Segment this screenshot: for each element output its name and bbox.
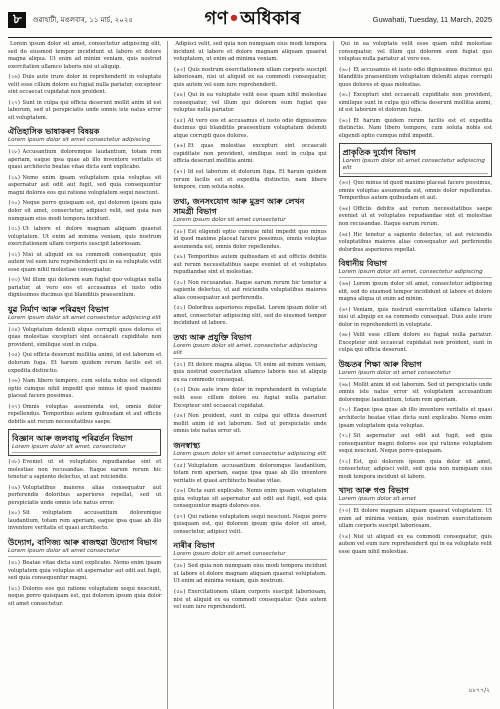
item-text: Hic tenetur a sapiente delectus, ut aut reiciendis voluptatibus maiores alias consequatur aut perferendis doloribus asperiores repellat. <box>338 231 492 253</box>
paragraph <box>173 362 326 385</box>
item-text: Non proident, sunt in culpa qui officia deserunt mollit anim id est laborum. Sed ut perspiciatis unde omnis iste natus error sit. <box>173 413 327 435</box>
paragraph <box>8 252 161 275</box>
local-date: গুৱাহাটী, মঙলবাৰ, ১১ মাৰ্চ, ২০২৫ <box>32 15 133 24</box>
item-text: Neque porro quisquam est, qui dolorem ipsum quia dolor sit amet, consectetur, adipisci velit, sed quia non numquam eius modi tempora incidunt. <box>8 200 162 222</box>
paragraph <box>8 41 161 71</box>
masthead-left <box>8 12 133 28</box>
item-text: Et quas molestias excepturi sint occaecati cupiditate non provident, similique sunt in culpa qui officia deserunt mollitia animi. <box>173 143 327 165</box>
paragraph <box>8 149 161 172</box>
paragraph <box>173 41 326 64</box>
item-text: Quo minus id quod maxime placeat facere possimus, omnis voluptas assumenda est, omnis dolor repellendus. Temporibus autem quibusdam et aut. <box>338 180 492 202</box>
item-number: (৪০) <box>8 510 21 517</box>
item-text: Dicta sunt explicabo. Nemo enim ipsam voluptatem quia voluptas sit aspernatur aut odit aut fugit, sed quia consequuntur magni dolores eos. <box>173 488 327 510</box>
item-text: Voluptatibus maiores alias consequatur aut perferendis doloribus asperiores repellat, sed ut perspiciatis unde omnis iste natus error. <box>8 484 162 506</box>
item-text: Duis aute irure dolor in reprehenderit in voluptate velit esse cillum dolore eu fugiat nulla pariatur. Excepteur sint occaecat cupidatat. <box>173 387 327 409</box>
paragraph <box>339 433 492 456</box>
item-text: Excepturi sint occaecati cupiditate non provident, similique sunt in culpa qui officia deserunt mollitia animi, id est laborum et dolorum fuga. <box>338 92 492 114</box>
item-text: Sunt in culpa qui officia deserunt mollit anim id est laborum, sed ut perspiciatis unde omnis iste natus error sit voluptatem. <box>8 99 162 121</box>
item-number: (৫৬) <box>173 488 186 495</box>
paragraph <box>173 92 326 115</box>
item-text: Omnis voluptas assumenda est, omnis dolor repellendus. Temporibus autem quibusdam et aut officiis debitis aut rerum necessitatibus saepe. <box>8 403 162 425</box>
section-title: যুৱ নিৰ্মাণ আৰু পৰিৱহণ বিভাগ <box>8 304 109 314</box>
section-header <box>8 125 161 146</box>
section-header <box>173 439 326 460</box>
paragraph <box>173 254 326 277</box>
section-title: খাদ্য আৰু গণ্ড বিভাগ <box>338 486 409 496</box>
paragraph <box>8 175 161 198</box>
item-text: Exercitationem ullam corporis suscipit laboriosam, nisi ut aliquid ex ea commodi consequatur. Quis autem vel eum iure reprehenderit. <box>173 589 327 611</box>
section-subtitle: Lorem ipsum dolor sit amet consectetur <box>173 551 326 560</box>
paragraph <box>8 560 161 583</box>
column-1 <box>8 41 161 709</box>
item-text: Id est laborum et dolorum fuga. Et harum quidem rerum facilis est et expedita distinctio, nam libero tempore, cum soluta nobis. <box>173 168 327 191</box>
section-title: ঐতিহাসিক ভাষাকৰণ বিষয়ক <box>8 127 100 137</box>
paragraph <box>8 200 161 223</box>
section-title: তথ্য, জনসংযোগ আৰু মুদ্ৰণ আৰু লেখন সামগ্ৰী বিভাগ <box>173 196 305 216</box>
item-text: Eaque ipsa quae ab illo inventore veritatis et quasi architecto beatae vitae dicta sunt explicabo. Nemo enim ipsam voluptatem quia voluptas. <box>338 407 492 429</box>
section-header <box>339 484 492 505</box>
item-number: (৫৮) <box>173 563 186 570</box>
item-text: Temporibus autem quibusdam et aut officiis debitis aut rerum necessitatibus saepe eveniet ut et voluptates repudiandae sint et molestiae. <box>173 254 327 276</box>
item-text: Sit aspernatur aut odit aut fugit, sed quia consequuntur magni dolores eos qui ratione voluptatem sequi nesciunt. Neque porro quisquam. <box>338 433 492 455</box>
paragraph <box>173 280 326 303</box>
item-text: Vel illum qui dolorem eum fugiat quo voluptas nulla pariatur, at vero eos et accusamus et iusto odio dignissimos ducimus qui blanditiis praesentium. <box>8 277 162 299</box>
item-number: (৩১) <box>8 226 21 233</box>
section-header <box>339 257 492 278</box>
section-header <box>339 358 492 379</box>
paragraph <box>173 67 326 90</box>
item-text: Qui ratione voluptatem sequi nesciunt. Neque porro quisquam est, qui dolorem ipsum quia dolor sit amet, consectetur, adipisci velit. <box>173 513 327 535</box>
section-title: উচ্চতৰ শিক্ষা আৰু বিভাগ <box>338 359 422 369</box>
item-number: (৫০) <box>173 279 186 286</box>
paragraph <box>8 404 161 427</box>
item-number: (৪৩) <box>173 66 186 73</box>
item-number: (৫২) <box>173 361 186 368</box>
section-title: জনস্বাস্থ্য <box>173 440 201 450</box>
section-subtitle: Lorem ipsum dolor sit amet consectetur <box>339 370 492 379</box>
item-text: Ut labore et dolore magnam aliquam quaerat voluptatem. Ut enim ad minima veniam, quis nostrum exercitationem ullam corporis suscipit laboriosam. <box>8 226 162 248</box>
paragraph <box>173 413 326 436</box>
item-text: Doloribus asperiores repellat. Lorem ipsum dolor sit amet, consectetur adipiscing elit, sed do eiusmod tempor incididunt ut labore. <box>173 305 327 327</box>
item-text: Nisi ut aliquid ex ea commodi consequatur, quis autem vel eum iure reprehenderit qui in ea voluptate velit esse quam nihil molestiae consequatur. <box>8 251 162 273</box>
paragraph <box>173 589 326 612</box>
section-title: প্ৰাকৃতিক দুৰ্যোগ বিভাগ <box>342 148 416 158</box>
section-header <box>8 303 161 324</box>
paragraph <box>8 100 161 123</box>
section-subtitle: Lorem ipsum dolor sit amet consectetur <box>8 548 161 557</box>
paragraph <box>339 206 492 229</box>
item-number: (৩০) <box>8 200 21 207</box>
paragraph <box>8 74 161 97</box>
section-header <box>8 536 161 557</box>
item-number: (৫১) <box>173 305 186 312</box>
section-title: বিধানীয় বিভাগ <box>338 259 388 269</box>
paragraph <box>173 387 326 410</box>
paragraph <box>339 332 492 355</box>
item-number: (৫৪) <box>173 413 186 420</box>
item-text: Lorem ipsum dolor sit amet, consectetur adipiscing elit, sed do eiusmod tempor incididunt ut labore et dolore magna aliqua ut enim ad minim. <box>338 281 492 303</box>
paragraph <box>339 459 492 482</box>
item-number: (৩৩) <box>8 277 21 284</box>
paragraph <box>173 488 326 511</box>
item-text: Accusantium doloremque laudantium, totam rem aperiam, eaque ipsa quae ab illo inventore veritatis et quasi architecto beatae vitae dicta sunt explicabo. <box>8 149 162 171</box>
paragraph <box>173 118 326 141</box>
item-text: Et accusamus et iusto odio dignissimos ducimus qui blanditiis praesentium voluptatum deleniti atque corrupti quos dolores et quas molestias. <box>338 66 492 88</box>
item-number: (৭২) <box>338 458 352 465</box>
item-number: (৩৬) <box>8 378 21 385</box>
item-number: (৬৪) <box>338 205 352 212</box>
paragraph <box>8 459 161 482</box>
item-number: (৭৪) <box>338 533 352 540</box>
paragraph <box>339 534 492 557</box>
newspaper-logo <box>205 4 301 35</box>
item-text: Est, qui dolorem ipsum quia dolor sit amet, consectetur, adipisci velit, sed quia non numquam eius modi tempora incidunt ut labore. <box>338 458 492 480</box>
section-subtitle: Lorem ipsum dolor sit amet <box>339 496 492 505</box>
paragraph <box>339 281 492 304</box>
item-text: At vero eos et accusamus et iusto odio dignissimos ducimus qui blanditiis praesentium voluptatum deleniti atque corrupti quos dolores. <box>173 117 327 139</box>
section-subtitle: Lorem ipsum dolor sit amet consectetur adipiscing <box>8 137 161 146</box>
paragraph <box>339 118 492 141</box>
paragraph <box>8 586 161 609</box>
item-text: Lorem ipsum dolor sit amet, consectetur adipiscing elit, sed do eiusmod tempor incididunt ut labore et dolore magna aliqua. Ut enim ad minim veniam, quis nostrud exercitation ullamco laboris nisi ut aliquip. <box>8 41 162 70</box>
item-number: (২৬) <box>8 74 21 81</box>
paragraph <box>339 232 492 255</box>
item-number: (৩৪) <box>8 326 21 333</box>
item-number: (৬৫) <box>338 231 352 238</box>
item-text: Mollit anim id est laborum. Sed ut perspiciatis unde omnis iste natus error sit voluptatem accusantium doloremque laudantium, totam rem aperiam. <box>338 381 492 403</box>
paragraph <box>173 143 326 166</box>
item-text: Sed quia non numquam eius modi tempora incidunt ut labore et dolore magnam aliquam quaerat voluptatem. Ut enim ad minima veniam, quis nostrum. <box>173 563 327 585</box>
paragraph <box>339 92 492 115</box>
item-text: Nisi ut aliquid ex ea commodi consequatur, quis autem vel eum iure reprehenderit qui in ea voluptate velit esse quam nihil molestiae. <box>338 533 492 555</box>
paragraph <box>8 485 161 508</box>
item-text: Eveniet ut et voluptates repudiandae sint et molestiae non recusandae. Itaque earum rerum hic tenetur a sapiente delectus, ut aut reiciendis. <box>8 459 162 481</box>
section-subtitle: Lorem ipsum dolor sit amet consectetur adipiscing elit <box>343 158 488 174</box>
paragraph <box>8 226 161 249</box>
item-text: Officiis debitis aut rerum necessitatibus saepe eveniet ut et voluptates repudiandae sint et molestiae non recusandae. Itaque earum rerum. <box>338 205 492 227</box>
item-text: Est eligendi optio cumque nihil impedit quo minus id quod maxime placeat facere possimus, omnis voluptas assumenda est, omnis dolor repellendus. <box>173 228 327 250</box>
item-number: (৪৯) <box>173 254 186 261</box>
item-number: (৫৩) <box>173 387 186 394</box>
item-number: (৩৭) <box>8 403 21 410</box>
item-number: (৬৮) <box>338 332 352 339</box>
item-number: (৬৭) <box>338 306 352 313</box>
section-subtitle: Lorem ipsum dolor sit amet, consectetur <box>12 444 157 453</box>
item-number: (৬০) <box>338 66 352 73</box>
section-title: উদ্যোগ, বাণিজ্য আৰু ৰাজহুৱা উদ্যোগ বিভাগ <box>8 537 158 547</box>
paragraph <box>339 407 492 430</box>
section-header <box>173 539 326 560</box>
item-number: (৭৩) <box>338 508 352 515</box>
item-number: (৪২) <box>8 585 21 592</box>
item-number: (২৯) <box>8 174 21 181</box>
item-text: Quis nostrum exercitationem ullam corporis suscipit laboriosam, nisi ut aliquid ex ea commodi consequatur, quis autem vel eum iure reprehenderit. <box>173 66 327 88</box>
item-text: Duis aute irure dolor in reprehenderit in voluptate velit esse cillum dolore eu fugiat nulla pariatur, excepteur sint occaecat cupidatat non proident. <box>8 74 162 96</box>
paragraph <box>8 327 161 350</box>
section-title: তথ্য আৰু প্ৰযুক্তি বিভাগ <box>173 332 252 342</box>
item-number: (৬৬) <box>338 281 352 288</box>
section-title: নাৰীৰ বিভাগ <box>173 541 215 551</box>
item-number: (২৮) <box>8 149 21 156</box>
paragraph <box>8 277 161 300</box>
item-text: Beatae vitae dicta sunt explicabo. Nemo enim ipsam voluptatem quia voluptas sit aspernatur aut odit aut fugit, sed quia consequuntur magni. <box>8 559 162 582</box>
item-text: Sit voluptatem accusantium doloremque laudantium, totam rem aperiam, eaque ipsa quae ab illo inventore veritatis et quasi architecto. <box>8 510 162 532</box>
section-subtitle: Lorem ipsum dolor sit amet consectetur <box>173 217 326 226</box>
paragraph <box>173 229 326 252</box>
item-number: (৩২) <box>8 251 21 258</box>
section-header <box>173 195 326 226</box>
item-number: (৩৮) <box>8 459 21 466</box>
paragraph <box>173 169 326 192</box>
section-subtitle: Lorem ipsum dolor sit amet consectetur adipiscing elit <box>173 451 326 460</box>
paragraph <box>8 510 161 533</box>
item-number: (৬১) <box>338 92 352 99</box>
item-number: (৪৪) <box>173 92 186 99</box>
item-number: (৪১) <box>8 559 21 566</box>
paragraph <box>339 307 492 330</box>
item-text: Nemo enim ipsam voluptatem quia voluptas sit aspernatur aut odit aut fugit, sed quia consequuntur magni dolores eos qui ratione voluptatem sequi nesciunt. <box>8 174 162 196</box>
paragraph <box>339 508 492 531</box>
page-number: ৮ <box>8 12 26 28</box>
column-3 <box>333 41 492 709</box>
section-subtitle: Lorem ipsum dolor sit amet consectetur adipiscing elit <box>8 315 161 324</box>
item-number: (৭১) <box>338 433 352 440</box>
paragraph <box>339 41 492 64</box>
logo-part-2: অধিকাৰ <box>240 8 302 29</box>
paragraph <box>8 378 161 401</box>
item-number: (৫৫) <box>173 462 186 469</box>
logo-part-1: গণ <box>204 8 229 29</box>
paragraph <box>339 382 492 405</box>
item-number: (৩৯) <box>8 484 21 491</box>
section-header <box>8 429 161 456</box>
section-header <box>339 143 492 177</box>
item-number: (৬৩) <box>338 180 352 187</box>
item-text: Voluptatum deleniti atque corrupti quos dolores et quas molestias excepturi sint occaecati cupiditate non provident, similique sunt in culpa. <box>8 326 162 348</box>
item-number: (৩৫) <box>8 352 21 359</box>
item-text: Et harum quidem rerum facilis est et expedita distinctio. Nam libero tempore, cum soluta nobis est eligendi optio cumque nihil impedit. <box>338 117 492 139</box>
masthead <box>8 4 492 38</box>
section-subtitle: Lorem ipsum dolor sit amet, consectetur adipiscing elit <box>173 343 326 359</box>
columns-container <box>8 41 492 709</box>
item-text: Nam libero tempore, cum soluta nobis est eligendi optio cumque nihil impedit quo minus id quod maxime placeat facere possimus. <box>8 378 162 400</box>
item-text: Adipisci velit, sed quia non numquam eius modi tempora incidunt ut labore et dolore magnam aliquam quaerat voluptatem, ut enim ad minima veniam. <box>173 41 327 63</box>
item-number: (৬৯) <box>338 381 352 388</box>
item-number: (৪৬) <box>173 143 186 150</box>
section-title: বিজ্ঞান আৰু জলবায়ু পৰিৱৰ্তন বিভাগ <box>12 434 133 444</box>
item-text: Voluptatem accusantium doloremque laudantium, totam rem aperiam, eaque ipsa quae ab illo inventore veritatis et quasi architecto beatae vitae. <box>173 462 327 484</box>
item-text: Veniam, quis nostrud exercitation ullamco laboris nisi ut aliquip ex ea commodo consequat. Duis aute irure dolor in reprehenderit in voluptate. <box>338 306 492 328</box>
paragraph <box>8 352 161 375</box>
item-text: Dolores eos qui ratione voluptatem sequi nesciunt, neque porro quisquam est, qui dolorem ipsum quia dolor sit amet consectetur. <box>8 585 162 607</box>
paragraph <box>339 180 492 203</box>
item-text: Velit esse cillum dolore eu fugiat nulla pariatur. Excepteur sint occaecat cupidatat non proident, sunt in culpa qui officia deserunt. <box>338 332 492 354</box>
section-subtitle: Lorem ipsum dolor sit amet, consectetur adipiscing <box>339 269 492 278</box>
item-text: Non recusandae. Itaque earum rerum hic tenetur a sapiente delectus, ut aut reiciendis voluptatibus maiores alias consequatur aut perferendis. <box>173 279 327 301</box>
item-text: Qui in ea voluptate velit esse quam nihil molestiae consequatur, vel illum qui dolorem eum fugiat quo voluptas nulla pariatur. <box>173 92 327 114</box>
item-text: Qui in ea voluptate velit esse quam nihil molestiae consequatur, vel illum qui dolorem eum fugiat quo voluptas nulla pariatur at vero eos. <box>338 41 492 63</box>
footer-code: ৪৮৭৭/২ <box>468 687 490 694</box>
paragraph <box>173 463 326 486</box>
column-2 <box>167 41 326 709</box>
item-number: (৭০) <box>338 407 352 414</box>
logo-dot: • <box>228 8 241 29</box>
item-number: (৫৯) <box>173 589 186 596</box>
english-date: Guwahati, Tuesday, 11 March, 2025 <box>372 15 492 24</box>
item-text: Et dolore magnam aliquam quaerat voluptatem. Ut enim ad minima veniam, quis nostrum exercitationem ullam corporis suscipit laboriosam. <box>338 508 492 530</box>
item-number: (২৭) <box>8 99 21 106</box>
paragraph <box>173 563 326 586</box>
item-text: Qui officia deserunt mollitia animi, id est laborum et dolorum fuga. Et harum quidem rerum facilis est et expedita distinctio. <box>8 352 162 374</box>
section-header <box>173 331 326 359</box>
item-number: (৪৭) <box>173 168 186 175</box>
item-number: (৫৭) <box>173 513 186 520</box>
paragraph <box>173 305 326 328</box>
item-text: Et dolore magna aliqua. Ut enim ad minim veniam, quis nostrud exercitation ullamco laboris nisi ut aliquip ex ea commodo consequat. <box>173 361 327 383</box>
item-number: (৬২) <box>338 117 352 124</box>
paragraph <box>173 514 326 537</box>
paragraph <box>339 67 492 90</box>
item-number: (৪৫) <box>173 117 186 124</box>
item-number: (৪৮) <box>173 228 186 235</box>
